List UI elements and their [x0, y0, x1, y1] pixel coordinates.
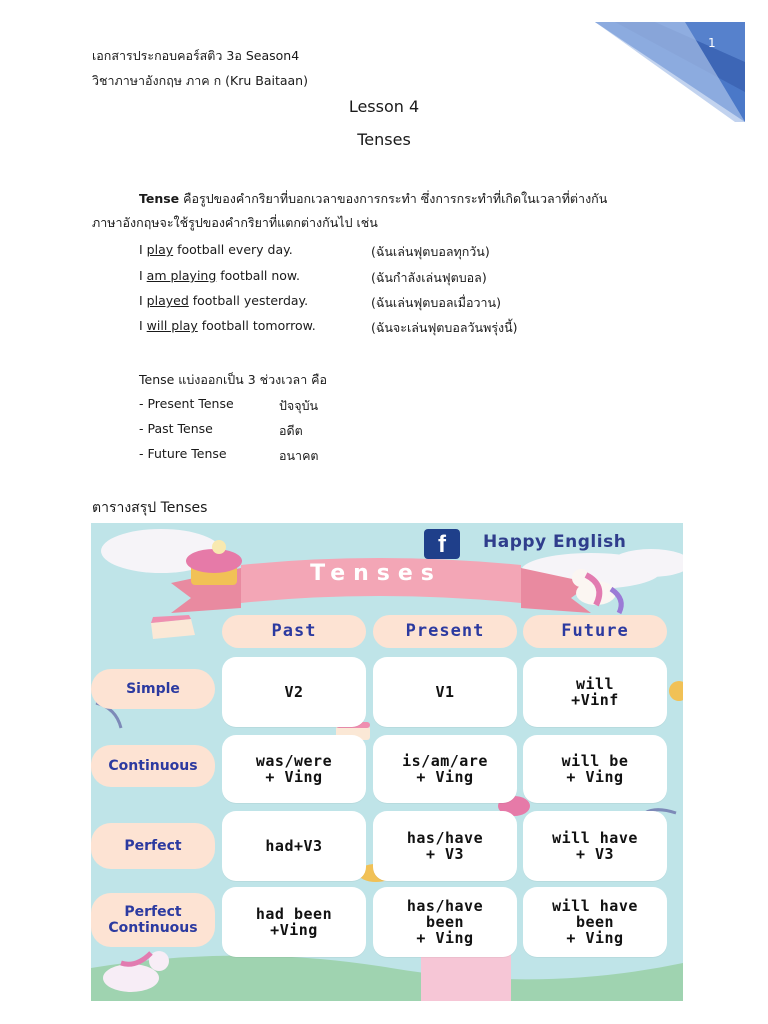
- facebook-icon: f: [424, 529, 460, 559]
- example-3: I played football yesterday.: [139, 293, 309, 308]
- column-header-present: Present: [373, 615, 517, 648]
- intro-text-1: คือรูปของคำกริยาที่บอกเวลาของการกระทำ ซึ่งการกระทำที่เกิดในเวลาที่ต่างกัน: [179, 191, 608, 206]
- tense-cell: had been +Ving: [222, 887, 366, 957]
- tense-cell: will be + Ving: [523, 735, 667, 803]
- header-course: เอกสารประกอบคอร์สติว 3อ Season4: [92, 48, 300, 63]
- example-verb: play: [146, 242, 174, 257]
- intro-paragraph: [92, 187, 692, 235]
- example-verb: played: [146, 293, 189, 308]
- header-subject: วิชาภาษาอังกฤษ ภาค ก (Kru Baitaan): [92, 73, 308, 88]
- tense-cell: will have been + Ving: [523, 887, 667, 957]
- tense-cell: has/have been + Ving: [373, 887, 517, 957]
- division-item-th: ปัจจุบัน: [279, 398, 319, 413]
- row-header-perfect: Perfect: [91, 823, 215, 869]
- example-4: I will play football tomorrow.: [139, 318, 316, 333]
- division-item-th: อนาคต: [279, 448, 319, 463]
- division-item-en: - Present Tense: [139, 396, 234, 411]
- example-4-thai: (ฉันจะเล่นฟุตบอลวันพรุ่งนี้): [371, 320, 518, 335]
- example-verb: am playing: [146, 268, 217, 283]
- tense-cell: V1: [373, 657, 517, 727]
- column-header-past: Past: [222, 615, 366, 648]
- tense-cell: will +Vinf: [523, 657, 667, 727]
- division-heading: Tense แบ่งออกเป็น 3 ช่วงเวลา คือ: [139, 372, 328, 387]
- division-item-th: อดีต: [279, 423, 303, 438]
- tense-cell: has/have + V3: [373, 811, 517, 881]
- division-item-en: - Future Tense: [139, 446, 227, 461]
- tense-cell: V2: [222, 657, 366, 727]
- brand-name: Happy English: [483, 532, 627, 552]
- tenses-poster: [91, 523, 683, 1001]
- example-1: I play football every day.: [139, 242, 293, 257]
- summary-title: ตารางสรุป Tenses: [92, 500, 208, 516]
- example-verb: will play: [146, 318, 198, 333]
- column-header-future: Future: [523, 615, 667, 648]
- tense-cell: had+V3: [222, 811, 366, 881]
- division-item-en: - Past Tense: [139, 421, 213, 436]
- ribbon-title: Tenses: [310, 561, 442, 586]
- example-1-thai: (ฉันเล่นฟุตบอลทุกวัน): [371, 244, 490, 259]
- intro-text-2: ภาษาอังกฤษจะใช้รูปของคำกริยาที่แตกต่างกันไป เช่น: [92, 215, 378, 230]
- tense-cell: is/am/are + Ving: [373, 735, 517, 803]
- topic-title: Tenses: [357, 130, 411, 149]
- row-header-simple: Simple: [91, 669, 215, 709]
- example-2: I am playing football now.: [139, 268, 300, 283]
- page-number: 1: [708, 36, 716, 50]
- intro-term: Tense: [139, 191, 180, 206]
- row-header-perfect-continuous: Perfect Continuous: [91, 893, 215, 947]
- example-3-thai: (ฉันเล่นฟุตบอลเมื่อวาน): [371, 295, 501, 310]
- example-2-thai: (ฉันกำลังเล่นฟุตบอล): [371, 270, 487, 285]
- row-header-continuous: Continuous: [91, 745, 215, 787]
- lesson-title: Lesson 4: [348, 97, 420, 116]
- tense-cell: will have + V3: [523, 811, 667, 881]
- tense-cell: was/were + Ving: [222, 735, 366, 803]
